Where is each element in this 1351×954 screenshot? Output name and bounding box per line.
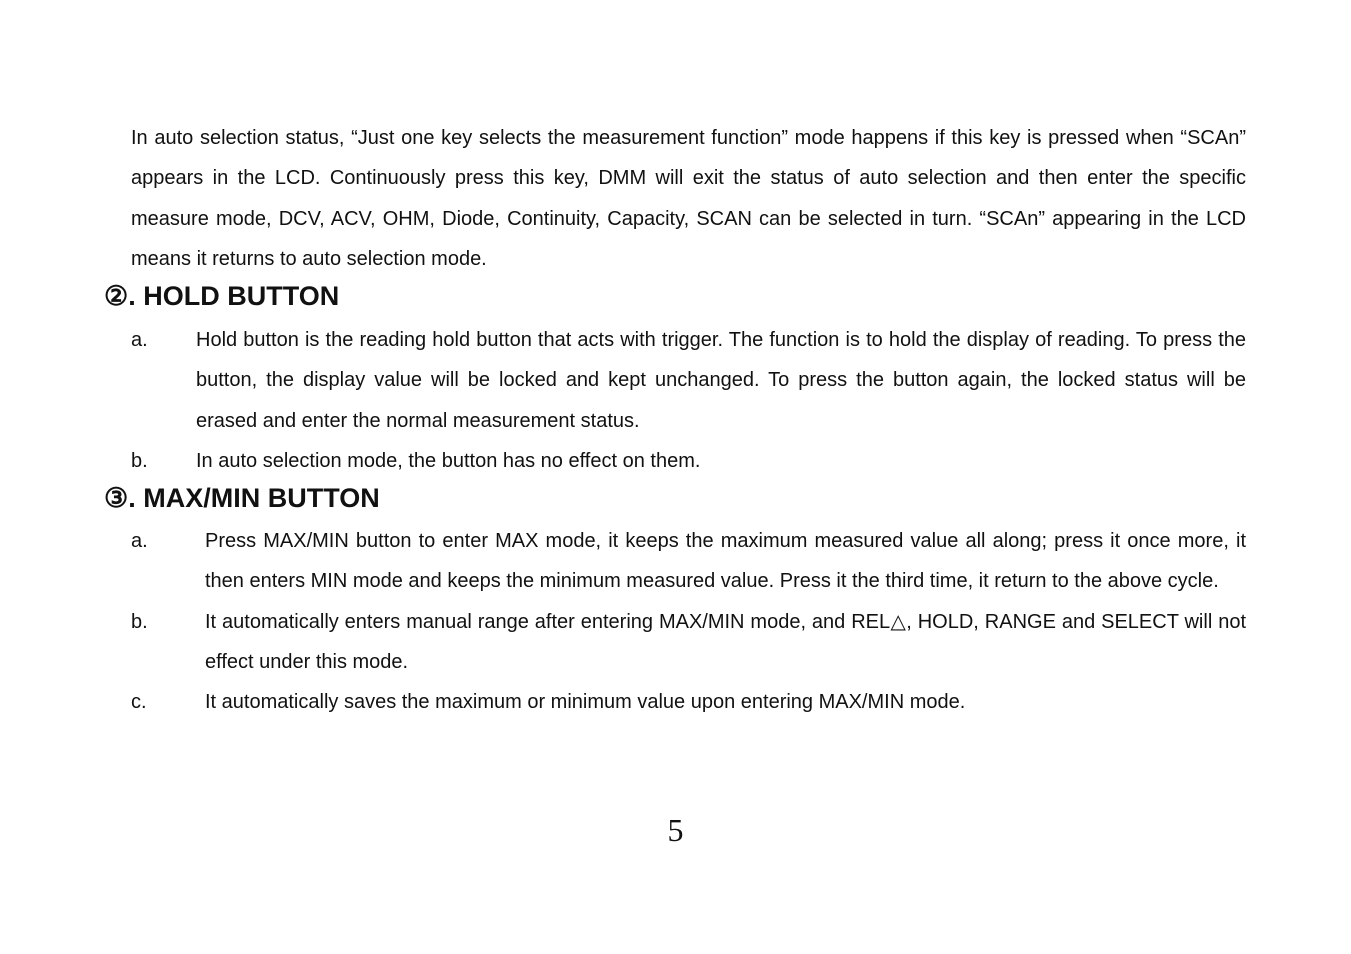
section-number: ③ [104,483,129,513]
list-marker: b. [131,449,148,472]
list-item-text: Hold button is the reading hold button that acts with trigger. The function is to hold the display of reading. To press the button, the display value will be locked and kept unchanged. To press the button again, the locked status will be erased and enter the normal measurement status. [196,329,1246,432]
list-item [131,602,1246,683]
list-item-text: In auto selection mode, the button has no effect on them. [196,449,701,472]
section-title: . MAX/MIN BUTTON [128,483,380,513]
list-marker: b. [131,610,148,633]
list-item [131,682,1246,722]
hold-button-list [131,320,1246,481]
section-title: . HOLD BUTTON [128,281,340,311]
list-marker: a. [131,329,148,351]
list-marker: c. [131,691,147,714]
section-heading-hold-button [104,279,339,313]
list-item [131,521,1246,602]
intro-paragraph: In auto selection status, “Just one key selects the measurement function” mode happens if this key is pressed when “SCAn” appears in the LCD. Continuously press this key, DMM will exit the status of auto selection and then enter the specific measure mode, DCV, ACV, OHM, Diode, Continuity, Capacity, SCAN can be selected in turn. “SCAn” appearing in the LCD means it returns to auto selection mode. [131,127,1246,270]
list-item-text: It automatically enters manual range after entering MAX/MIN mode, and REL△, HOLD, RANGE and SELECT will not effect under this mode. [205,610,1246,673]
max-min-button-list [131,521,1246,722]
list-marker: a. [131,530,148,552]
list-item-text: It automatically saves the maximum or minimum value upon entering MAX/MIN mode. [205,691,966,714]
section-heading-max-min-button [104,481,380,515]
page-number: 5 [667,812,684,848]
list-item-text: Press MAX/MIN button to enter MAX mode, it keeps the maximum measured value all along; press it once more, it then enters MIN mode and keeps the minimum measured value. Press it the third time, it return to the above cycle. [205,530,1246,593]
section-number: ② [104,281,129,311]
list-item [131,441,1246,481]
list-item [131,320,1246,441]
